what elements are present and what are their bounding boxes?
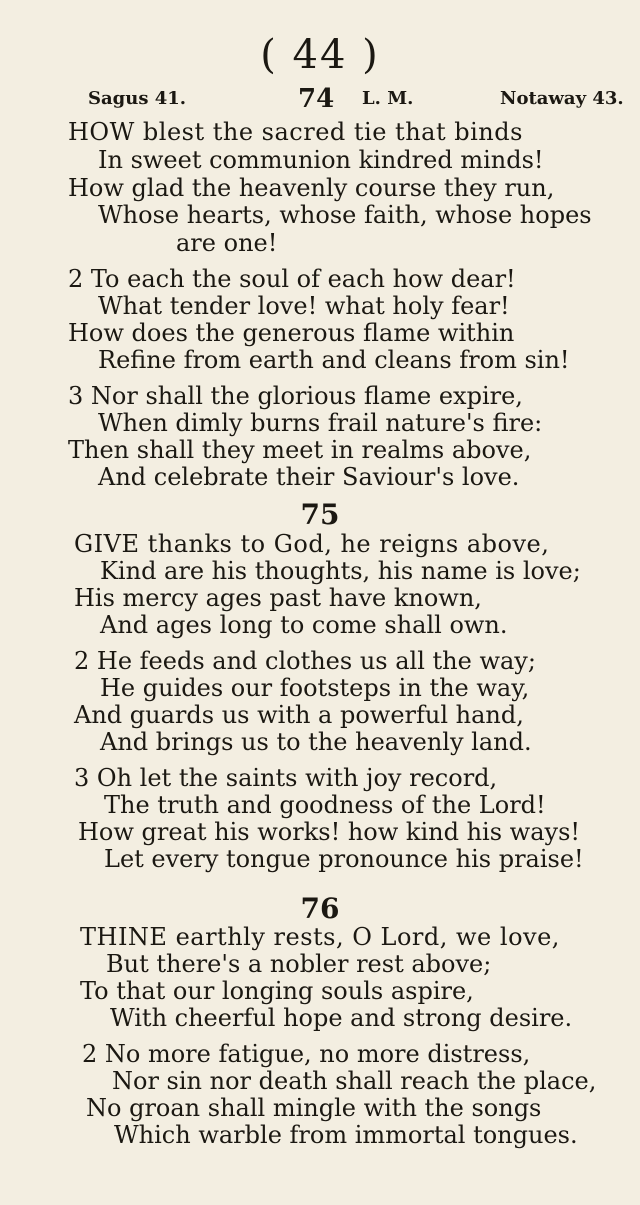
hymn-line: THINE earthly rests, O Lord, we love, <box>80 923 560 951</box>
hymn-line: 2 To each the soul of each how dear! <box>68 265 516 293</box>
hymn-line: Refine from earth and cleans from sin! <box>98 346 570 374</box>
hymn-line: Let every tongue pronounce his praise! <box>104 845 584 873</box>
hymn-line: Which warble from immortal tongues. <box>114 1121 578 1149</box>
hymn-number: 75 <box>300 498 340 531</box>
page-number: ( 44 ) <box>260 32 380 78</box>
hymn-line: The truth and goodness of the Lord! <box>104 791 546 819</box>
meter: L. M. <box>362 88 414 109</box>
hymn-number-header: 74 <box>298 84 335 114</box>
hymn-line: His mercy ages past have known, <box>74 584 482 612</box>
hymn-line: Nor sin nor death shall reach the place, <box>112 1067 597 1095</box>
hymn-line: 2 No more fatigue, no more distress, <box>82 1040 531 1068</box>
hymn-line: In sweet communion kindred minds! <box>98 146 544 174</box>
hymn-line: How does the generous flame within <box>68 319 515 347</box>
hymn-number: 76 <box>300 892 340 925</box>
hymn-line: What tender love! what holy fear! <box>98 292 510 320</box>
hymn-line: To that our longing souls aspire, <box>80 977 474 1005</box>
hymn-line: With cheerful hope and strong desire. <box>110 1004 573 1032</box>
hymn-line: How great his works! how kind his ways! <box>78 818 581 846</box>
hymn-line: And ages long to come shall own. <box>100 611 508 639</box>
hymn-line: are one! <box>176 229 278 257</box>
hymn-line: Then shall they meet in realms above, <box>68 436 532 464</box>
hymn-line: When dimly burns frail nature's fire: <box>98 409 543 437</box>
hymn-line: How glad the heavenly course they run, <box>68 174 555 202</box>
tune-left: Sagus 41. <box>88 88 187 109</box>
tune-right: Notaway 43. <box>500 88 624 109</box>
hymn-line: HOW blest the sacred tie that binds <box>68 118 523 146</box>
hymn-line: GIVE thanks to God, he reigns above, <box>74 530 550 558</box>
hymn-line: Whose hearts, whose faith, whose hopes <box>98 201 592 229</box>
hymn-line: 3 Oh let the saints with joy record, <box>74 764 498 792</box>
hymn-line: Kind are his thoughts, his name is love; <box>100 557 581 585</box>
hymn-line: And celebrate their Saviour's love. <box>98 463 520 491</box>
hymn-line: 3 Nor shall the glorious flame expire, <box>68 382 523 410</box>
hymn-line: No groan shall mingle with the songs <box>86 1094 542 1122</box>
hymn-line: 2 He feeds and clothes us all the way; <box>74 647 536 675</box>
hymn-line: And guards us with a powerful hand, <box>74 701 524 729</box>
hymn-line: And brings us to the heavenly land. <box>100 728 532 756</box>
hymn-line: But there's a nobler rest above; <box>106 950 492 978</box>
hymn-line: He guides our footsteps in the way, <box>100 674 530 702</box>
